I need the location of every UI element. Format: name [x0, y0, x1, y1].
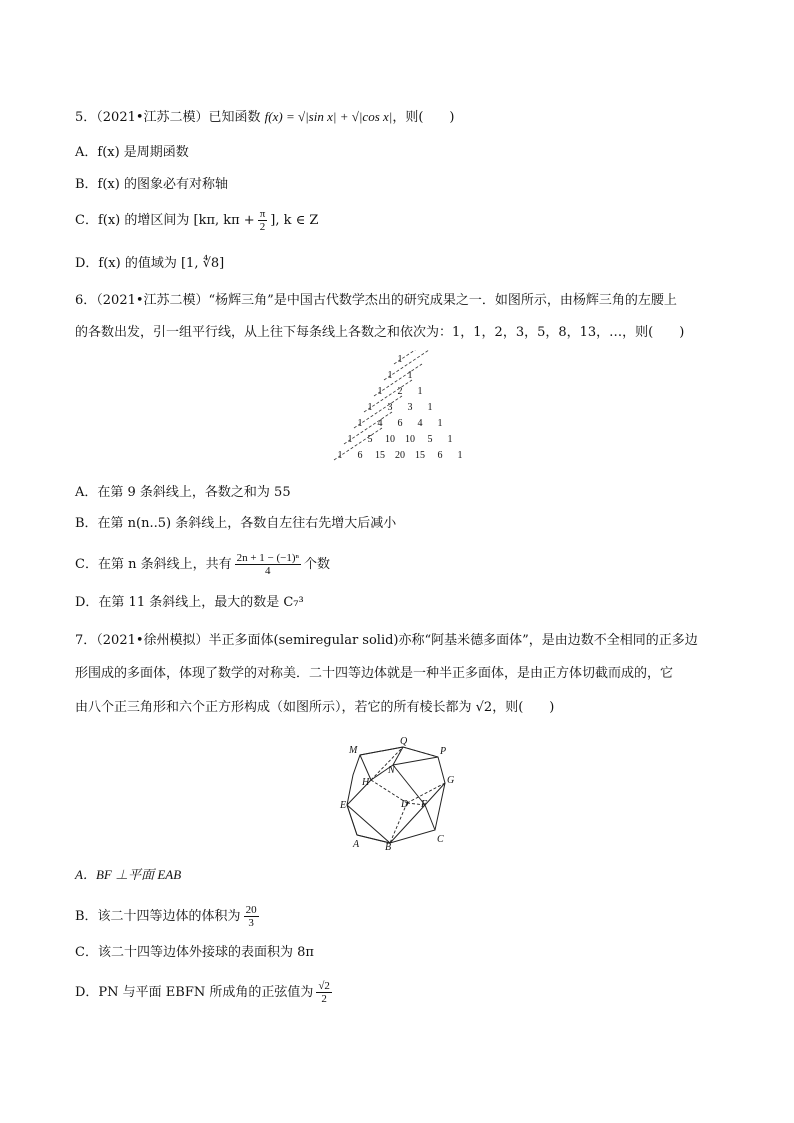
vertex-label-m: M [349, 745, 358, 756]
q7-d-fraction: $\frac{√2}{2}$ [318, 980, 330, 1005]
q7-option-d: D．PN 与平面 EBFN 所成角的正弦值为 $\frac{√2}{2}$ [75, 980, 330, 1005]
vertex-label-c: C [437, 834, 444, 845]
vertex-label-b: B [385, 842, 392, 850]
vertex-label-h: H [362, 777, 370, 788]
triangle-number: 1 [407, 370, 413, 381]
triangle-number: 1 [367, 402, 373, 413]
polyhedron-figure [335, 735, 455, 850]
q7-stem-line2: 形围成的多面体，体现了数学的对称美．二十四等边体就是一种半正多面体，是由正方体切截而成的，它 [75, 666, 674, 681]
triangle-number: 2 [397, 386, 403, 397]
triangle-number: 6 [397, 418, 403, 429]
triangle-number: 1 [437, 418, 443, 429]
vertex-label-q: Q [400, 736, 408, 747]
q5-function: f(x) = √|sin x| + √|cos x| [264, 109, 393, 124]
q5-option-c: C．f(x) 的增区间为 [kπ, kπ + $\frac{\pi}{2}$ ], k ∈ Z [75, 208, 319, 233]
triangle-number: 3 [407, 402, 413, 413]
triangle-number: 1 [347, 434, 353, 445]
triangle-number: 10 [385, 434, 395, 445]
vertex-label-g: G [447, 775, 455, 786]
triangle-number: 1 [387, 370, 393, 381]
q7-stem-line1: 7．（2021•徐州模拟）半正多面体(semiregular solid)亦称“阿基米德多面体”，是由边数不全相同的正多边 [75, 633, 698, 648]
q6-option-a: A．在第 9 条斜线上，各数之和为 55 [75, 485, 291, 500]
q7-stem-line3: 由八个正三角形和六个正方形构成（如图所示），若它的所有棱长都为 √2，则( ) [75, 700, 555, 715]
q5-option-b: B．f(x) 的图象必有对称轴 [75, 177, 228, 192]
triangle-number: 10 [405, 434, 415, 445]
vertex-label-n: N [388, 765, 395, 776]
triangle-number: 5 [367, 434, 373, 445]
yanghui-triangle-figure [325, 350, 475, 472]
vertex-label-f: F [421, 799, 428, 810]
vertex-label-p: P [440, 746, 447, 757]
q6-option-d: D．在第 11 条斜线上，最大的数是 C₇³ [75, 595, 304, 610]
triangle-number: 6 [437, 450, 443, 461]
triangle-number: 1 [417, 386, 423, 397]
q5-option-d: D．f(x) 的值域为 [1, ∜8] [75, 256, 225, 271]
q7-option-c: C．该二十四等边体外接球的表面积为 8π [75, 945, 314, 960]
q5-option-a: A．f(x) 是周期函数 [75, 145, 189, 160]
triangle-number: 3 [387, 402, 393, 413]
triangle-number: 4 [417, 418, 423, 429]
triangle-number: 20 [395, 450, 405, 461]
triangle-number: 15 [415, 450, 425, 461]
triangle-number: 1 [457, 450, 463, 461]
triangle-number: 1 [357, 418, 363, 429]
triangle-number: 4 [377, 418, 383, 429]
q6-stem-line1: 6．（2021•江苏二模）“杨辉三角”是中国古代数学杰出的研究成果之一．如图所示，由杨辉三角的左腰上 [75, 293, 677, 308]
q5-c-fraction: $\frac{\pi}{2}$ [259, 208, 266, 233]
q5-stem: 5．（2021•江苏二模）已知函数 f(x) = √|sin x| + √|cos x|，则( ) [75, 109, 455, 125]
q6-option-c: C．在第 n 条斜线上，共有 $\frac{\text{2n + 1 − (−1)ⁿ}}{4}$ 个数 [75, 552, 331, 577]
vertex-label-e: E [340, 800, 347, 811]
triangle-number: 1 [377, 386, 383, 397]
triangle-number: 5 [427, 434, 433, 445]
q6-option-b: B．在第 n(n..5) 条斜线上，各数自左往右先增大后减小 [75, 516, 397, 531]
q6-c-fraction: $\frac{\text{2n + 1 − (−1)ⁿ}}{4}$ [236, 552, 299, 577]
vertex-label-d: D [401, 799, 409, 810]
triangle-number: 15 [375, 450, 385, 461]
triangle-number: 1 [337, 450, 343, 461]
vertex-label-a: A [353, 839, 360, 850]
triangle-number: 1 [427, 402, 433, 413]
q7-b-fraction: $\frac{20}{3}$ [245, 904, 257, 929]
q7-option-b: B．该二十四等边体的体积为 $\frac{20}{3}$ [75, 904, 257, 929]
triangle-number: 1 [397, 354, 403, 365]
q7-option-a: A．BF ⊥平面 EAB [75, 867, 182, 882]
triangle-number: 6 [357, 450, 363, 461]
triangle-number: 1 [447, 434, 453, 445]
q6-stem-line2: 的各数出发，引一组平行线，从上往下每条线上各数之和依次为：1，1，2，3，5，8，13，…，则( ) [75, 325, 685, 340]
